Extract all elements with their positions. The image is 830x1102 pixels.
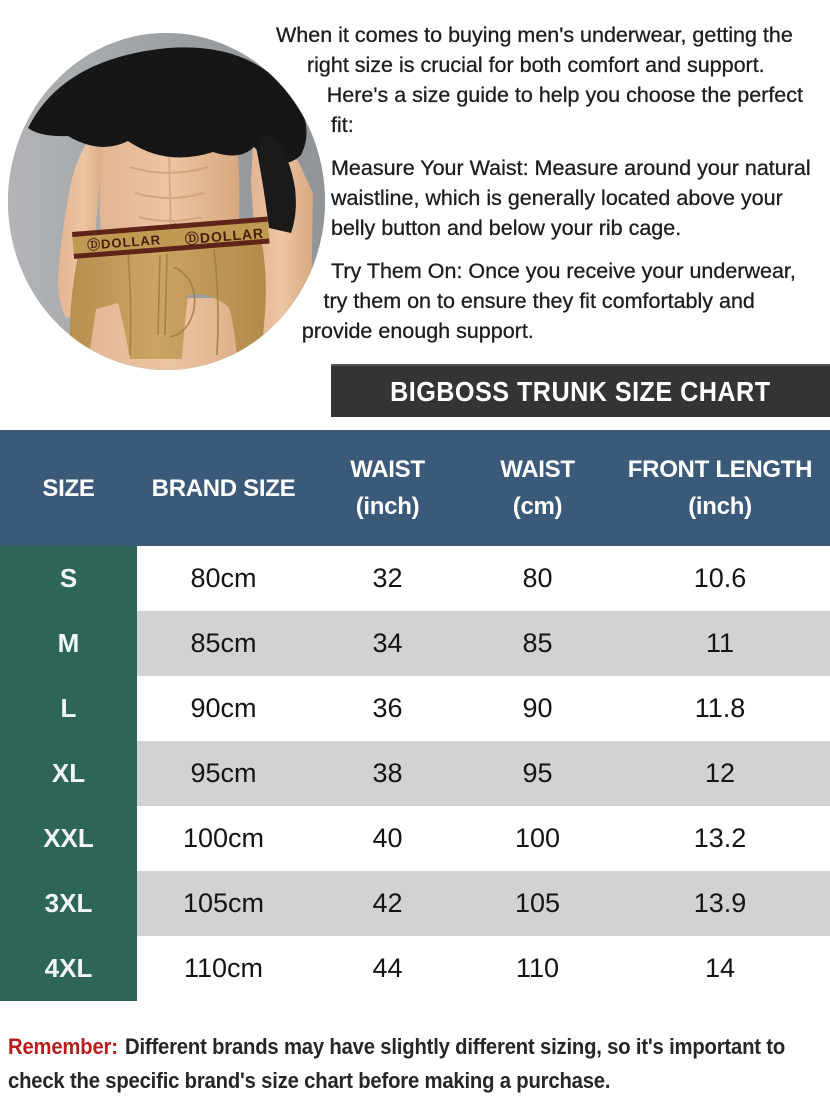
waist-inch-cell: 32 [310,546,465,611]
front-length-cell: 13.9 [610,871,830,936]
waist-inch-cell: 44 [310,936,465,1001]
waist-inch-cell: 38 [310,741,465,806]
table-row [0,611,830,676]
waist-cm-cell: 95 [465,741,610,806]
size-cell: M [0,611,137,676]
chart-title: BIGBOSS TRUNK SIZE CHART [390,375,771,407]
front-length-cell: 11.8 [610,676,830,741]
waist-inch-cell: 34 [310,611,465,676]
waist-inch-cell: 36 [310,676,465,741]
header-size: SIZE [42,474,95,502]
size-cell: 4XL [0,936,137,1001]
brand-size-cell: 95cm [137,741,310,806]
waist-cm-cell: 90 [465,676,610,741]
header-waist-inch: WAIST (inch) [350,456,425,520]
intro-paragraph-2: Measure Your Waist: Measure around your natural waistline, which is generally located above your belly button and below your rib cage. [331,156,811,240]
size-cell: S [0,546,137,611]
table-header-row [0,430,830,546]
footer-note-text: Different brands may have slightly different sizing, so it's important to check the specific brand's size chart before making a purchase. [8,1034,786,1093]
waist-cm-cell: 105 [465,871,610,936]
product-photo [8,33,325,370]
intro-section [0,0,830,364]
waist-inch-cell: 42 [310,871,465,936]
waist-cm-cell: 80 [465,546,610,611]
table-row [0,871,830,936]
waistband-brand-text: ⒹDOLLAR [184,224,265,248]
size-cell: XXL [0,806,137,871]
size-cell: XL [0,741,137,806]
brand-size-cell: 100cm [137,806,310,871]
brand-size-cell: 105cm [137,871,310,936]
size-chart-table [0,430,830,1001]
size-cell: 3XL [0,871,137,936]
footer-note-lead: Remember: [8,1034,118,1059]
table-row [0,741,830,806]
brand-size-cell: 80cm [137,546,310,611]
chart-title-banner [331,364,830,417]
header-brand-size: BRAND SIZE [151,474,296,502]
waistband-brand-text: ⒹDOLLAR [86,232,162,253]
model-photo-illustration [8,33,325,370]
table-row [0,806,830,871]
brand-size-cell: 110cm [137,936,310,1001]
table-row [0,936,830,1001]
waist-cm-cell: 85 [465,611,610,676]
intro-paragraph-1: When it comes to buying men's underwear, getting the right size is crucial for both comfort and support. Here's a size guide to help you choose the perfect fit: [276,23,803,137]
footer-note [8,1030,823,1098]
brand-size-cell: 90cm [137,676,310,741]
waist-cm-cell: 100 [465,806,610,871]
front-length-cell: 13.2 [610,806,830,871]
header-waist-cm: WAIST (cm) [500,456,575,520]
front-length-cell: 11 [610,611,830,676]
front-length-cell: 12 [610,741,830,806]
waist-inch-cell: 40 [310,806,465,871]
brand-size-cell: 85cm [137,611,310,676]
intro-paragraph-3: Try Them On: Once you receive your underwear, try them on to ensure they fit comfortably and provide enough support. [301,259,796,343]
table-row [0,546,830,611]
size-cell: L [0,676,137,741]
front-length-cell: 10.6 [610,546,830,611]
waist-cm-cell: 110 [465,936,610,1001]
front-length-cell: 14 [610,936,830,1001]
header-front-length: FRONT LENGTH (inch) [627,456,813,520]
table-row [0,676,830,741]
